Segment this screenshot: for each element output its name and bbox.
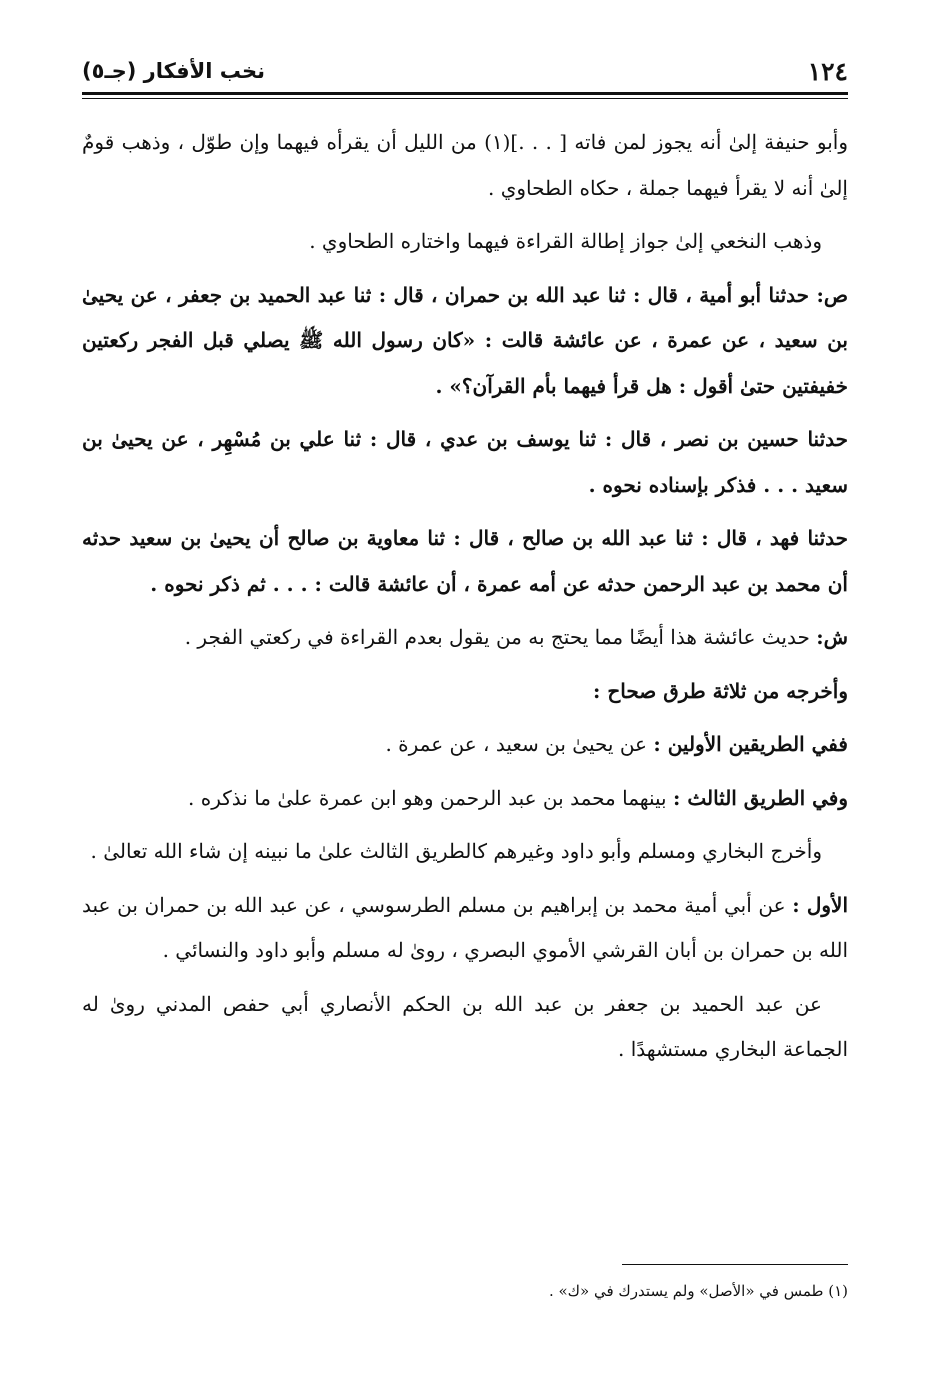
paragraph-6-label: ش:	[816, 625, 848, 649]
paragraph-9-label: وفي الطريق الثالث :	[672, 785, 848, 810]
footnote-separator	[622, 1264, 848, 1265]
paragraph-4: حدثنا حسين بن نصر ، قال : ثنا يوسف بن عدي ، قال : ثنا علي بن مُسْهِر ، عن يحيىٰ بن سعيد . . . فذكر بإسناده نحوه .	[82, 427, 848, 497]
paragraph-12: عن عبد الحميد بن جعفر بن عبد الله بن الحكم الأنصاري أبي حفص المدني روىٰ له الجماعة البخاري مستشهدًا .	[82, 991, 848, 1061]
paragraph-1: وأبو حنيفة إلىٰ أنه يجوز لمن فاته [ . . .](١) من الليل أن يقرأه فيهما وإن طوّل ، وذهب قومٌ إلىٰ أنه لا يقرأ فيهما جملة ، حكاه الطحاوي .	[82, 130, 848, 200]
running-title: نخب الأفكار (جـ٥)	[82, 59, 265, 83]
paragraph-11-label: الأول :	[792, 892, 849, 917]
page-number: ١٢٤	[807, 56, 848, 86]
paragraph-2: وذهب النخعي إلىٰ جواز إطالة القراءة فيهما واختاره الطحاوي .	[309, 229, 822, 253]
paragraph-11	[82, 883, 848, 974]
paragraph-3-label: ص:	[816, 282, 848, 307]
paragraph-10: وأخرج البخاري ومسلم وأبو داود وغيرهم كالطريق الثالث علىٰ ما نبينه إن شاء الله تعالىٰ .	[90, 839, 822, 863]
paragraph-11-text: عن أبي أمية محمد بن إبراهيم بن مسلم الطرسوسي ، عن عبد الله بن حمران بن عبد الله بن حمران بن أبان القرشي الأموي البصري ، روىٰ له مسلم وأبو داود والنسائي .	[82, 892, 848, 962]
paragraph-8-text: عن يحيىٰ بن سعيد ، عن عمرة .	[385, 732, 654, 756]
paragraph-5: حدثنا فهد ، قال : ثنا عبد الله بن صالح ، قال : ثنا معاوية بن صالح أن يحيىٰ بن سعيد حدثه أن محمد بن عبد الرحمن حدثه عن أمه عمرة ، أن عائشة قالت : . . . ثم ذكر نحوه .	[82, 526, 848, 596]
paragraph-9-text: بينهما محمد بن عبد الرحمن وهو ابن عمرة علىٰ ما نذكره .	[188, 785, 673, 810]
paragraph-8	[82, 722, 848, 768]
paragraph-3	[82, 273, 848, 410]
header-rule-thick	[82, 92, 848, 95]
paragraph-8-label: ففي الطريقين الأولين :	[653, 732, 848, 756]
paragraph-6	[82, 615, 848, 661]
main-text	[82, 120, 848, 1081]
paragraph-9	[82, 776, 848, 822]
header-rule-thin	[82, 98, 848, 99]
paragraph-6-text: حديث عائشة هذا أيضًا مما يحتج به من يقول بعدم القراءة في ركعتي الفجر .	[184, 625, 817, 649]
paragraph-7: وأخرجه من ثلاثة طرق صحاح :	[593, 678, 848, 703]
paragraph-3-text: حدثنا أبو أمية ، قال : ثنا عبد الله بن حمران ، قال : ثنا عبد الحميد بن جعفر ، عن يحيىٰ بن سعيد ، عن عمرة ، عن عائشة قالت : «كان رسول الله ﷺ يصلي قبل الفجر ركعتين خفيفتين حتىٰ أقول : هل قرأ فيهما بأم القرآن؟» .	[82, 282, 848, 398]
footnote: (١) طمس في «الأصل» ولم يستدرك في «ك» .	[548, 1282, 848, 1300]
page-header	[82, 50, 848, 92]
